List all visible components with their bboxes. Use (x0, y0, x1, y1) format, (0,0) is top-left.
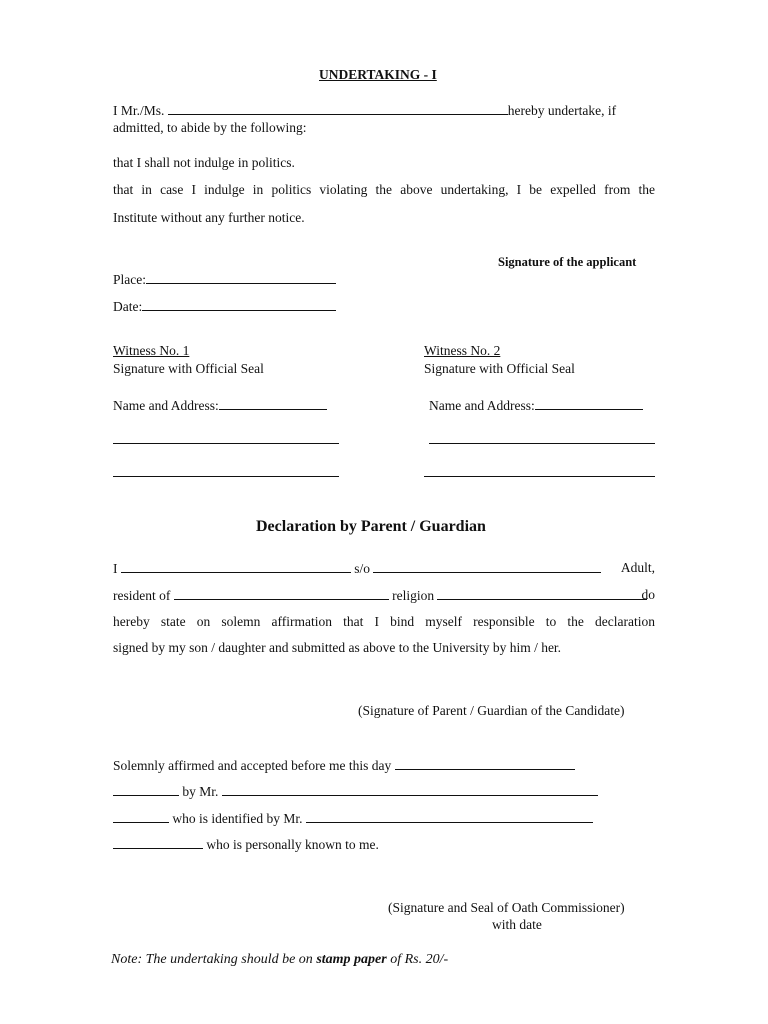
applicant-name-blank[interactable] (168, 102, 508, 115)
parent-father-name-blank[interactable] (373, 560, 601, 573)
affirm-row (113, 757, 575, 774)
declaration-resident-label: resident of (113, 588, 171, 603)
parent-name-blank[interactable] (121, 560, 351, 573)
witness-1-address-line-1[interactable] (113, 443, 339, 444)
applicant-signature-label: Signature of the applicant (498, 255, 637, 269)
witness-1-title: Witness No. 1 (113, 343, 190, 358)
oath-signature-label: (Signature and Seal of Oath Commissioner) (388, 900, 625, 915)
date-row (113, 298, 336, 315)
witness-2-name-blank[interactable] (535, 397, 643, 410)
witness-2-name-row (429, 397, 643, 414)
declaration-para-line-1: hereby state on solemn affirmation that I bind myself responsible to the declaration (113, 614, 655, 629)
intro-suffix: hereby undertake, if (507, 103, 617, 118)
known-label: who is personally known to me. (206, 837, 379, 852)
by-label: by Mr. (182, 784, 219, 799)
identified-label: who is identified by Mr. (172, 811, 303, 826)
residence-blank[interactable] (174, 587, 389, 600)
with-date-label: with date (492, 917, 542, 932)
affirm-month-blank[interactable] (113, 783, 179, 796)
intro-line (113, 102, 616, 119)
intro-line-2: admitted, to abide by the following: (113, 120, 307, 135)
witness-2-address-line-2[interactable] (424, 476, 655, 477)
intro-prefix: I Mr./Ms. (113, 103, 165, 118)
affirm-day-blank[interactable] (395, 757, 575, 770)
witness-1-name-label: Name and Address: (113, 398, 219, 413)
declaration-adult-label: Adult, (620, 560, 655, 575)
declaration-so-label: s/o (354, 561, 371, 576)
affirm-label: Solemnly affirmed and accepted before me this day (113, 758, 392, 773)
witness-2-address-line-1[interactable] (429, 443, 655, 444)
witness-2-signature-label: Signature with Official Seal (424, 361, 575, 376)
note-bold: stamp paper (316, 952, 387, 967)
clause-1: that I shall not indulge in politics. (113, 155, 295, 170)
by-row (113, 783, 598, 800)
witness-1-name-row (113, 397, 327, 414)
declaration-i-label: I (113, 561, 118, 576)
place-label: Place: (113, 272, 146, 287)
known-row (113, 836, 379, 853)
identified-prefix-blank[interactable] (113, 810, 169, 823)
note-prefix: Note: The undertaking should be on (111, 952, 317, 967)
witness-1-address-line-2[interactable] (113, 476, 339, 477)
place-row (113, 271, 336, 288)
note-suffix: of Rs. 20/- (386, 952, 449, 967)
stamp-paper-note (111, 952, 448, 968)
religion-blank[interactable] (437, 587, 647, 600)
undertaking-title: UNDERTAKING - I (319, 67, 437, 82)
witness-2-title: Witness No. 2 (424, 343, 501, 358)
declaration-do-label: do (641, 587, 655, 602)
declaration-para-line-2: signed by my son / daughter and submitted as above to the University by him / her. (113, 640, 562, 655)
place-blank[interactable] (146, 271, 336, 284)
identified-row (113, 810, 593, 827)
parent-signature-label: (Signature of Parent / Guardian of the Candidate) (358, 703, 625, 718)
clause-2-line-2: Institute without any further notice. (113, 210, 305, 225)
known-prefix-blank[interactable] (113, 836, 203, 849)
date-blank[interactable] (142, 298, 336, 311)
identified-by-blank[interactable] (306, 810, 593, 823)
witness-1-name-blank[interactable] (219, 397, 327, 410)
declaration-religion-label: religion (392, 588, 435, 603)
declaration-line-1 (113, 560, 655, 577)
by-mr-blank[interactable] (222, 783, 598, 796)
witness-2-name-label: Name and Address: (429, 398, 535, 413)
clause-2-line-1: that in case I indulge in politics violating the above undertaking, I be expelled from the (113, 182, 655, 197)
declaration-line-2 (113, 587, 655, 604)
date-label: Date: (113, 299, 143, 314)
witness-1-signature-label: Signature with Official Seal (113, 361, 264, 376)
declaration-heading: Declaration by Parent / Guardian (256, 518, 486, 535)
